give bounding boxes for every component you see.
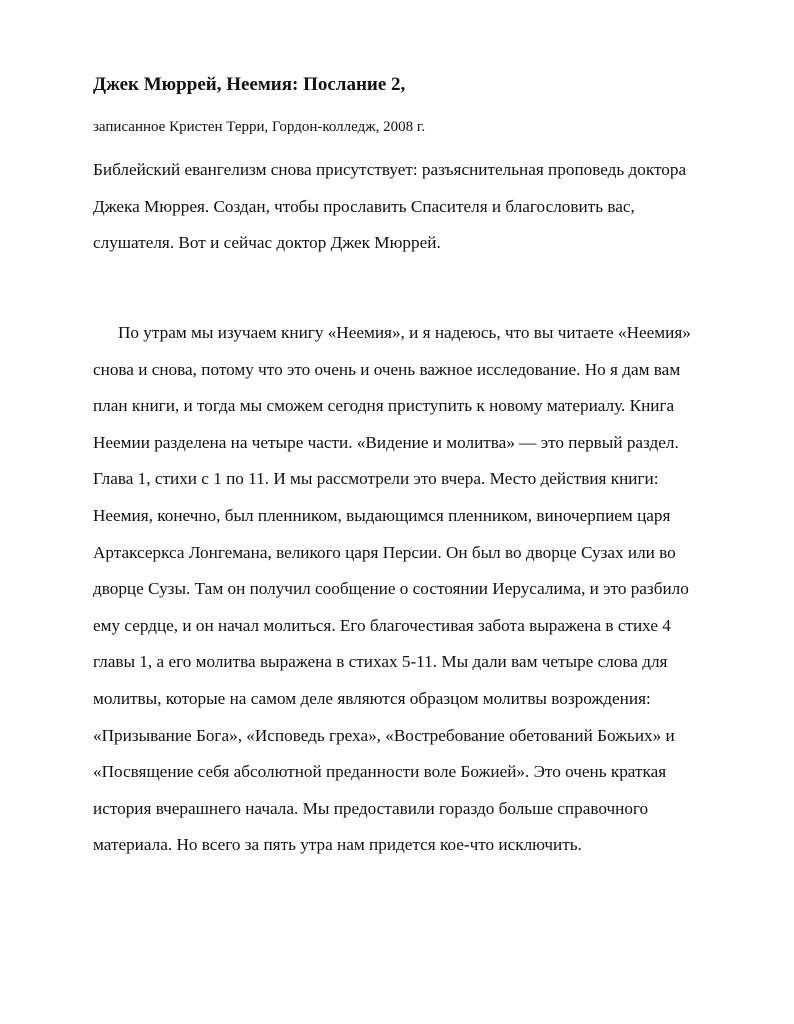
intro-paragraph (93, 152, 713, 262)
body-line: «Посвящение себя абсолютной преданности воле Божией». Это очень краткая (93, 762, 667, 782)
body-line: Артаксеркса Лонгемана, великого царя Персии. Он был во дворце Сузах или во (93, 542, 676, 562)
intro-line: Джека Мюррея. Создан, чтобы прославить Спасителя и благословить вас, (93, 196, 635, 216)
intro-line: слушателя. Вот и сейчас доктор Джек Мюррей. (93, 233, 441, 253)
document-title: Джек Мюррей, Неемия: Послание 2, (93, 74, 406, 95)
body-line: Глава 1, стихи с 1 по 11. И мы рассмотрели это вчера. Место действия книги: (93, 469, 659, 489)
body-line: Неемии разделена на четыре части. «Видение и молитва» — это первый раздел. (93, 432, 679, 452)
document-subtitle: записанное Кристен Терри, Гордон-колледж, 2008 г. (93, 119, 426, 135)
body-line: дворце Сузы. Там он получил сообщение о состоянии Иерусалима, и это разбило (93, 579, 689, 599)
body-line: молитвы, которые на самом деле являются образцом молитвы возрождения: (93, 688, 651, 708)
body-line: По утрам мы изучаем книгу «Неемия», и я надеюсь, что вы читаете «Неемия» (118, 323, 691, 342)
body-line: главы 1, а его молитва выражена в стихах 5-11. Мы дали вам четыре слова для (93, 652, 668, 672)
body-line: «Призывание Бога», «Исповедь греха», «Востребование обетований Божьих» и (93, 725, 675, 745)
body-line: материала. Но всего за пять утра нам придется кое-что исключить. (93, 835, 582, 855)
body-paragraph (93, 315, 713, 864)
body-line: снова и снова, потому что это очень и очень важное исследование. Но я дам вам (93, 359, 681, 379)
body-line: история вчерашнего начала. Мы предоставили гораздо больше справочного (93, 798, 649, 818)
body-line: ему сердце, и он начал молиться. Его благочестивая забота выражена в стихе 4 (93, 615, 671, 635)
body-line: план книги, и тогда мы сможем сегодня приступить к новому материалу. Книга (93, 396, 675, 416)
body-line: Неемия, конечно, был пленником, выдающимся пленником, виночерпием царя (93, 505, 671, 525)
intro-line: Библейский евангелизм снова присутствует: разъяснительная проповедь доктора (93, 160, 687, 179)
